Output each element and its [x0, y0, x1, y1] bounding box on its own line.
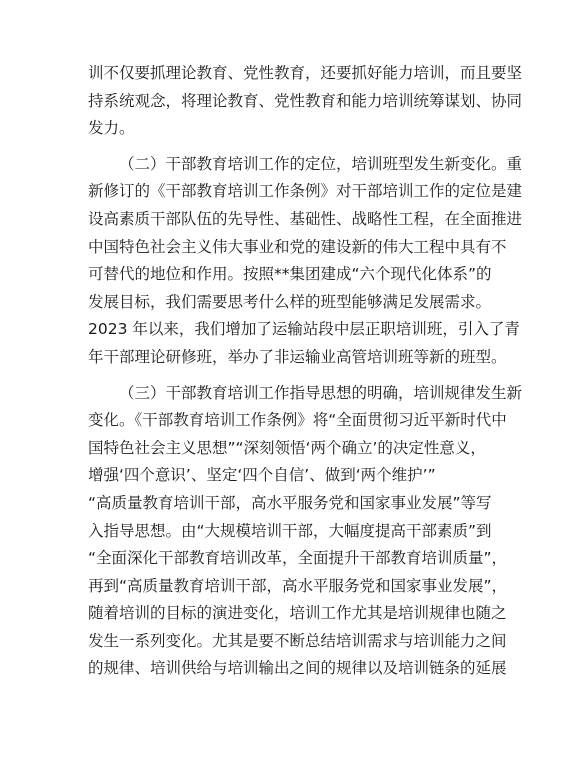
document-body — [88, 60, 523, 691]
text-line: “高质量教育培训干部，高水平服务党和国家事业发展”等写 — [88, 493, 492, 512]
text-line: （二）干部教育培训工作的定位，培训班型发生新变化。重 — [119, 154, 523, 173]
text-line: 训不仅要抓理论教育、党性教育，还要抓好能力培训，而且要坚 — [88, 64, 523, 82]
text-line: “全面深化干部教育培训改革，全面提升干部教育培训质量”， — [88, 549, 508, 568]
text-line: 再到“高质量教育培训干部，高水平服务党和国家事业发展”， — [88, 576, 508, 595]
text-line: 的规律、培训供给与培训输出之间的规律以及培训链条的延展 — [88, 659, 507, 678]
text-line: 持系统观念，将理论教育、党性教育和能力培训统筹谋划、协同 — [88, 91, 523, 110]
paragraph-2 — [88, 151, 523, 372]
text-line: 可替代的地位和作用。按照**集团建成“六个现代化体系”的 — [88, 265, 492, 284]
text-line: 发展目标，我们需要思考什么样的班型能够满足发展需求。 — [88, 292, 492, 311]
text-line: 新修订的《干部教育培训工作条例》对干部培训工作的定位是建 — [88, 182, 523, 201]
text-line: 发生一系列变化。尤其是要不断总结培训需求与培训能力之间 — [88, 631, 507, 650]
text-line: 随着培训的目标的演进变化，培训工作尤其是培训规律也随之 — [88, 604, 507, 623]
text-line: 国特色社会主义思想”“深刻领悟‘两个确立’的决定性意义， — [88, 438, 486, 457]
paragraph-3 — [88, 380, 523, 684]
text-line: 入指导思想。由“大规模培训干部，大幅度提高干部素质”到 — [88, 521, 492, 540]
text-line: 2023 年以来，我们增加了运输站段中层正职培训班，引入了青 — [88, 320, 520, 339]
text-line: 增强‘四个意识’、坚定‘四个自信’、做到‘两个维护’” — [88, 466, 436, 485]
text-line: （三）干部教育培训工作指导思想的明确，培训规律发生新 — [119, 383, 523, 402]
text-line: 设高素质干部队伍的先导性、基础性、战略性工程，在全面推进 — [88, 209, 523, 228]
paragraph-1 — [88, 60, 523, 143]
text-line: 中国特色社会主义伟大事业和党的建设新的伟大工程中具有不 — [88, 237, 507, 256]
text-line: 变化。《干部教育培训工作条例》将“全面贯彻习近平新时代中 — [88, 411, 507, 430]
text-line: 年干部理论研修班，举办了非运输业高管培训班等新的班型。 — [88, 347, 507, 366]
text-line: 发力。 — [88, 119, 135, 138]
